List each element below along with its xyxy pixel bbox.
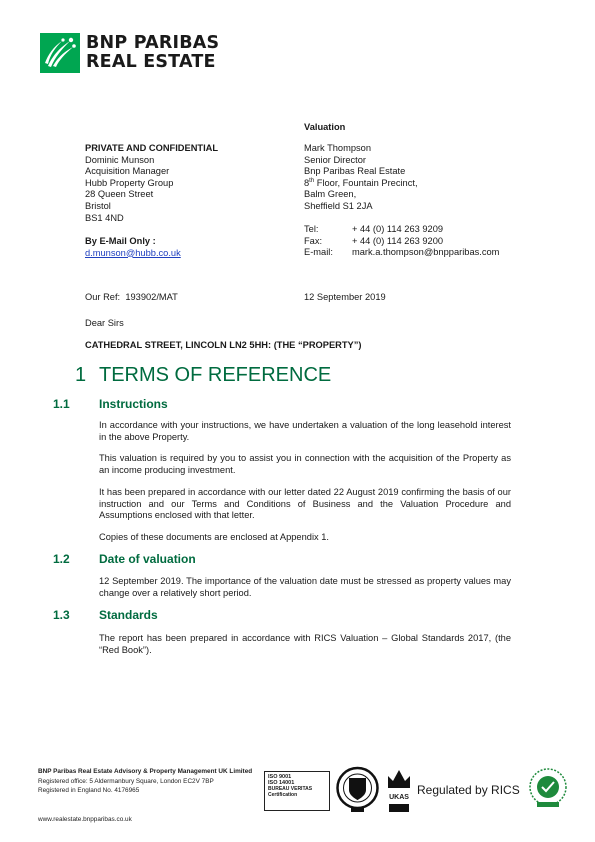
sender-name: Mark Thompson: [304, 143, 371, 153]
salutation: Dear Sirs: [85, 318, 124, 328]
bnp-logo-mark: [40, 33, 80, 73]
paragraph: It has been prepared in accordance with our letter dated 22 August 2019 confirming the basis of our instruction and our Terms and Conditions of Business and the Valuation Procedure and Assumptions enclosed with that letter.: [99, 487, 511, 521]
sender-address-floor: [304, 178, 418, 190]
email-only-label: By E-Mail Only :: [85, 236, 156, 246]
regulated-by-rics: Regulated by RICS: [417, 783, 520, 797]
recipient-address-block: [85, 143, 218, 224]
sender-address-block: [304, 143, 418, 213]
section-title: TERMS OF REFERENCE: [99, 364, 332, 386]
footer-registered-number: Registered in England No. 4176965: [38, 787, 140, 795]
tel-label: Tel:: [304, 224, 319, 234]
recipient-line: 28 Queen Street: [85, 189, 154, 200]
tel-value: + 44 (0) 114 263 9209: [352, 224, 444, 234]
floor-number: 8: [304, 177, 310, 188]
floor-suffix: th: [309, 177, 315, 184]
paragraph: The report has been prepared in accordance with RICS Valuation – Global Standards 2017, (the “Red Book”).: [99, 633, 511, 655]
confidential-label: PRIVATE AND CONFIDENTIAL: [85, 143, 219, 153]
paragraph: 12 September 2019. The importance of the valuation date must be stressed as property values may change over a relatively short period.: [99, 576, 511, 598]
fax-value: + 44 (0) 114 263 9200: [352, 235, 444, 246]
approved-seal-icon: [527, 766, 569, 810]
recipient-email-link[interactable]: d.munson@hubb.co.uk: [85, 247, 181, 258]
iso-line: ISO 14001: [268, 780, 295, 786]
ukas-number-block: [389, 804, 409, 812]
ref-value: 193902/MAT: [125, 292, 178, 302]
footer-company-info: [38, 767, 252, 796]
paragraph: Copies of these documents are enclosed at Appendix 1.: [99, 532, 329, 542]
subsection-heading-date: [53, 552, 353, 566]
logo-line1: BNP PARIBAS: [86, 33, 220, 53]
subsection-title: Standards: [99, 608, 158, 622]
subsection-number: 1.1: [53, 397, 70, 411]
iso-line: ISO 9001: [268, 774, 292, 780]
fax-label: Fax:: [304, 235, 323, 246]
recipient-line: Dominic Munson: [85, 154, 155, 165]
footer-company: BNP Paribas Real Estate Advisory & Property Management UK Limited: [38, 768, 253, 775]
section-number: 1: [75, 364, 87, 386]
email-label: E-mail:: [304, 247, 333, 258]
recipient-email-block: [85, 236, 181, 259]
subsection-title: Instructions: [99, 397, 168, 411]
sender-address-line: Balm Green,: [304, 189, 357, 200]
iso-certification-badge: [264, 771, 330, 811]
footer-website[interactable]: www.realestate.bnpparibas.co.uk: [38, 816, 132, 823]
subsection-title: Date of valuation: [99, 552, 196, 566]
ukas-badge: [385, 766, 413, 814]
recipient-line: Acquisition Manager: [85, 166, 170, 177]
subsection-number: 1.2: [53, 552, 70, 566]
ref-label: Our Ref:: [85, 292, 121, 302]
letter-date: 12 September 2019: [304, 292, 386, 302]
paragraph: In accordance with your instructions, we have undertaken a valuation of the long leasehold interest in the above Property.: [99, 420, 511, 442]
sender-email[interactable]: mark.a.thompson@bnpparibas.com: [352, 247, 500, 258]
sender-contact-block: [304, 224, 499, 259]
ukas-label: UKAS: [389, 793, 409, 801]
floor-rest: Floor, Fountain Precinct,: [314, 177, 418, 188]
section-heading: [75, 363, 331, 387]
recipient-line: Bristol: [85, 200, 111, 211]
our-ref: [85, 292, 178, 304]
valuation-heading: Valuation: [304, 122, 346, 132]
sender-title: Senior Director: [304, 154, 367, 165]
subsection-number: 1.3: [53, 608, 70, 622]
recipient-line: Hubb Property Group: [85, 177, 174, 188]
subsection-heading-instructions: [53, 397, 353, 411]
subject-line: CATHEDRAL STREET, LINCOLN LN2 5HH: (THE “PROPERTY”): [85, 340, 362, 350]
crown-icon: [385, 766, 413, 790]
bureau-veritas-seal-icon: [335, 766, 380, 814]
iso-line: Certification: [268, 792, 298, 798]
paragraph: This valuation is required by you to assist you in connection with the acquisition of the Property as an income producing investment.: [99, 453, 511, 475]
recipient-line: BS1 4ND: [85, 212, 124, 223]
logo-line2: REAL ESTATE: [86, 52, 216, 72]
iso-line: BUREAU VERITAS: [268, 786, 313, 792]
sender-company: Bnp Paribas Real Estate: [304, 166, 406, 177]
sender-address-line: Sheffield S1 2JA: [304, 200, 373, 211]
footer-registered-office: Registered office: 5 Aldermanbury Square, London EC2V 7BP: [38, 777, 214, 785]
subsection-heading-standards: [53, 608, 353, 622]
company-logo-text: [86, 34, 219, 72]
